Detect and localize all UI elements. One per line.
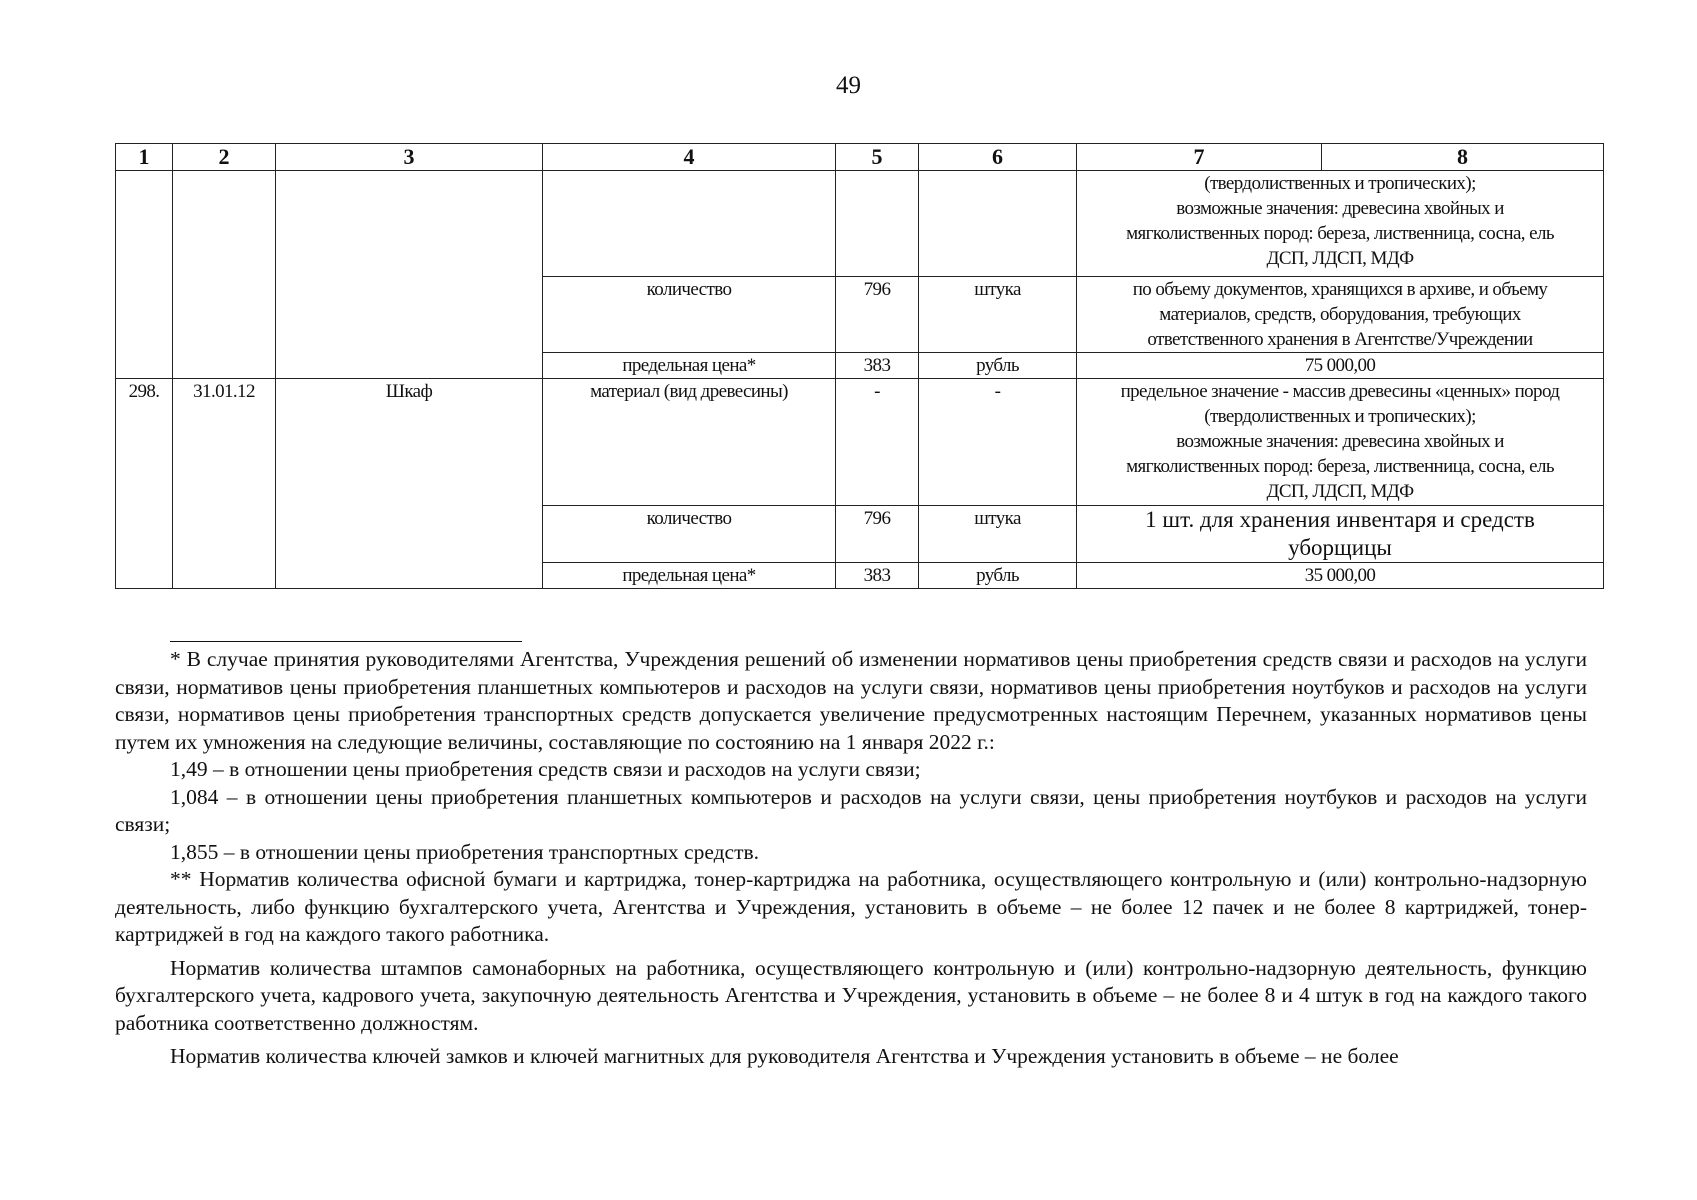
cell-code: 383 — [836, 353, 919, 379]
cell-unit: - — [919, 379, 1077, 506]
cell-value: по объему документов, хранящихся в архиве, и объему материалов, средств, оборудования, требующих ответственного хранения в Агентстве/Учреждении — [1077, 277, 1604, 353]
footnote-paragraph: 1,49 – в отношении цены приобретения средств связи и расходов на услуги связи; — [170, 757, 921, 781]
cell-number-continued — [116, 171, 173, 379]
cell-unit: штука — [919, 277, 1077, 353]
cell-code: 383 — [836, 563, 919, 589]
table-row — [116, 171, 1604, 277]
cell-name-continued — [276, 171, 543, 379]
cell-characteristic — [543, 171, 836, 277]
table-header-row — [116, 144, 1604, 171]
column-header-6: 6 — [919, 144, 1077, 171]
cell-okpd: 31.01.12 — [173, 379, 276, 589]
page-number: 49 — [836, 72, 861, 99]
table-row — [116, 379, 1604, 506]
footnote-paragraph: Норматив количества штампов самонаборных на работника, осуществляющего контрольную и (или) контрольно-надзорную деятельность, функцию бухгалтерского учета, кадрового учета, закупочную деятельность Агентства и Учреждения, установить в объеме – не более 8 и 4 штук в год на каждого такого работника соответственно должностям. — [115, 955, 1587, 1035]
footnote-separator — [170, 641, 522, 642]
cell-value: 1 шт. для хранения инвентаря и средств уборщицы — [1077, 506, 1604, 563]
column-header-3: 3 — [276, 144, 543, 171]
footnote-paragraph: Норматив количества ключей замков и ключей магнитных для руководителя Агентства и Учреждения установить в объеме – не более — [170, 1044, 1399, 1068]
requirements-table — [115, 143, 1604, 589]
cell-code: 796 — [836, 277, 919, 353]
cell-characteristic: материал (вид древесины) — [543, 379, 836, 506]
cell-unit: рубль — [919, 563, 1077, 589]
column-header-5: 5 — [836, 144, 919, 171]
cell-value: (твердолиственных и тропических); возможные значения: древесина хвойных и мягколиственных пород: береза, лиственница, сосна, ель ДСП, ЛДСП, МДФ — [1077, 171, 1604, 277]
cell-unit — [919, 171, 1077, 277]
cell-characteristic: предельная цена* — [543, 563, 836, 589]
column-header-2: 2 — [173, 144, 276, 171]
footnote-paragraph: 1,084 – в отношении цены приобретения планшетных компьютеров и расходов на услуги связи, цены приобретения ноутбуков и расходов на услуги связи; — [115, 784, 1587, 836]
cell-okpd-continued — [173, 171, 276, 379]
cell-code — [836, 171, 919, 277]
footnote-paragraph: 1,855 – в отношении цены приобретения транспортных средств. — [170, 839, 759, 864]
cell-unit: рубль — [919, 353, 1077, 379]
column-header-7: 7 — [1077, 144, 1322, 171]
cell-characteristic: количество — [543, 506, 836, 563]
cell-value: 75 000,00 — [1077, 353, 1604, 379]
cell-characteristic: количество — [543, 277, 836, 353]
cell-code: 796 — [836, 506, 919, 563]
cell-value: 35 000,00 — [1077, 563, 1604, 589]
column-header-8: 8 — [1322, 144, 1604, 171]
cell-name: Шкаф — [276, 379, 543, 589]
footnotes — [115, 646, 1587, 1071]
cell-characteristic: предельная цена* — [543, 353, 836, 379]
cell-unit: штука — [919, 506, 1077, 563]
cell-code: - — [836, 379, 919, 506]
column-header-1: 1 — [116, 144, 173, 171]
column-header-4: 4 — [543, 144, 836, 171]
footnote-paragraph: * В случае принятия руководителями Агентства, Учреждения решений об изменении нормативов цены приобретения средств связи и расходов на услуги связи, нормативов цены приобретения планшетных компьютеров и расходов на услуги связи, нормативов цены приобретения ноутбуков и расходов на услуги связи, нормативов цены приобретения транспортных средств допускается увеличение предусмотренных настоящим Перечнем, указанных нормативов цены путем их умножения на следующие величины, составляющие по состоянию на 1 января 2022 г.: — [115, 647, 1587, 754]
cell-value: предельное значение - массив древесины «ценных» пород (твердолиственных и тропических); возможные значения: древесина хвойных и мягколиственных пород: береза, лиственница, сосна, ель ДСП, ЛДСП, МДФ — [1077, 379, 1604, 506]
cell-number: 298. — [116, 379, 173, 589]
footnote-paragraph: ** Норматив количества офисной бумаги и картриджа, тонер-картриджа на работника, осуществляющего контрольную и (или) контрольно-надзорную деятельность, либо функцию бухгалтерского учета, Агентства и Учреждения, установить в объеме – не более 12 пачек и не более 8 картриджей, тонер-картриджей в год на каждого такого работника. — [115, 867, 1587, 946]
